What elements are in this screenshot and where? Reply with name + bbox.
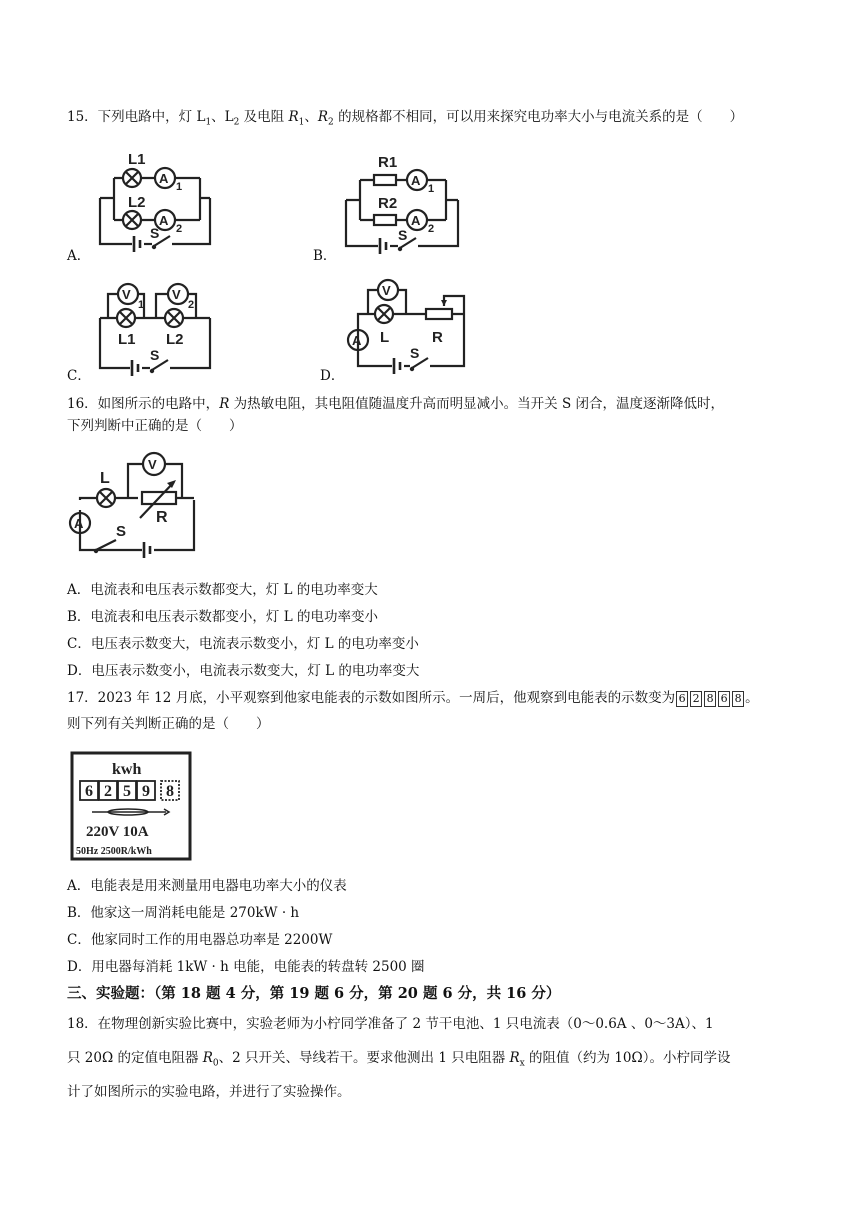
- ammeter-symbol: A: [74, 516, 84, 531]
- q17-stem-part: 。: [745, 690, 759, 706]
- fig16-label-l: L: [100, 470, 110, 487]
- q17-option-c[interactable]: C．他家同时工作的用电器总功率是 2200W: [67, 932, 333, 948]
- q15-option-a-letter[interactable]: A．: [67, 248, 91, 264]
- q18-part: 、2 只开关、导线若干。要求他测出 1 只电阻器: [218, 1050, 510, 1066]
- q15-option-d-letter[interactable]: D．: [320, 368, 345, 384]
- q15-stem-part: 15．下列电路中，灯 L: [67, 109, 206, 125]
- fig-b-label-s: S: [398, 227, 408, 243]
- ammeter-a1-symbol: A: [159, 171, 169, 186]
- q16-stem-line2: 下列判断中正确的是（ ）: [67, 418, 243, 434]
- meter-rating: 220V 10A: [86, 824, 149, 840]
- ammeter-a1-symbol: A: [411, 173, 421, 188]
- fig16-label-r: R: [156, 509, 168, 526]
- fig-d-label-l: L: [380, 329, 390, 346]
- fig-a-label-2: 2: [176, 223, 183, 235]
- q15-figure-c: [92, 280, 218, 380]
- q15-sub: 1: [205, 117, 212, 128]
- q16-figure: [66, 450, 206, 565]
- fig-b-label-2: 2: [428, 223, 435, 235]
- fig-c-label-s: S: [150, 347, 160, 363]
- ammeter-a2-symbol: A: [159, 213, 169, 228]
- q16-option-b[interactable]: B．电流表和电压表示数都变小，灯 L 的电功率变小: [67, 609, 378, 625]
- q15-sub: 2: [328, 117, 334, 128]
- meter-unit: kwh: [112, 761, 142, 778]
- reading-digit: 6: [718, 691, 730, 707]
- q18-line3: 计了如图所示的实验电路，并进行了实验操作。: [67, 1084, 351, 1100]
- q16-stem-part: 为热敏电阻，其电阻值随温度升高而明显减小。当开关 S 闭合，温度逐渐降低时，: [229, 396, 724, 412]
- meter-digit: 9: [142, 783, 150, 800]
- fig-d-label-r: R: [432, 329, 443, 346]
- q15-sub: 1: [298, 117, 305, 128]
- q18-part: 只 20Ω 的定值电阻器: [67, 1050, 203, 1066]
- q15-figure-d: [344, 278, 470, 378]
- reading-digit: 6: [676, 691, 688, 707]
- reading-digit: 2: [690, 691, 702, 707]
- meter-digit: 6: [85, 783, 93, 800]
- ammeter-symbol: A: [352, 333, 362, 348]
- fig-a-label-1: 1: [176, 181, 183, 193]
- q15-stem-part: 、L: [211, 109, 234, 125]
- q16-option-d[interactable]: D．电压表示数变小，电流表示数变大，灯 L 的电功率变大: [67, 663, 420, 679]
- fig-b-label-1: 1: [428, 183, 435, 195]
- meter-dial-icon: [92, 809, 169, 815]
- q15-stem-part: 及电阻: [239, 109, 289, 125]
- q16-option-c[interactable]: C．电压表示数变大，电流表示数变小，灯 L 的电功率变小: [67, 636, 419, 652]
- q18-var: R: [509, 1050, 520, 1066]
- q15-option-b-letter[interactable]: B．: [313, 248, 337, 264]
- q15-stem-part: 、: [304, 109, 318, 125]
- fig-c-label-l2: L2: [166, 331, 184, 348]
- fig-a-label-l2: L2: [128, 194, 146, 211]
- q17-stem-line2: 则下列有关判断正确的是（ ）: [67, 716, 270, 732]
- reading-digit: 8: [732, 691, 744, 707]
- q17-new-reading: [675, 690, 745, 706]
- voltmeter-symbol: V: [148, 457, 157, 472]
- q15-stem-part: 的规格都不相同，可以用来探究电功率大小与电流关系的是（ ）: [333, 109, 744, 125]
- fig-d-label-s: S: [410, 345, 420, 361]
- voltmeter-v2-symbol: V: [172, 287, 181, 302]
- fig-c-label-2: 2: [188, 299, 195, 311]
- q15-sub: 2: [233, 117, 240, 128]
- fig-a-label-s: S: [150, 225, 160, 241]
- fig-b-label-r2: R2: [378, 195, 398, 212]
- fig-c-label-l1: L1: [118, 331, 136, 348]
- q15-option-c-letter[interactable]: C．: [67, 368, 91, 384]
- q16-stem-part: 16．如图所示的电路中，: [67, 396, 220, 412]
- q15-stem: [67, 107, 743, 133]
- voltmeter-symbol: V: [382, 283, 391, 298]
- fig-c-label-1: 1: [138, 299, 145, 311]
- q18-var: R: [202, 1050, 213, 1066]
- q18-line1: 18．在物理创新实验比赛中，实验老师为小柠同学准备了 2 节干电池、1 只电流表（0～0.6A 、0～3A）、1: [67, 1016, 714, 1032]
- q16-var: R: [219, 396, 230, 412]
- meter-digit: 8: [166, 783, 174, 800]
- q16-option-a[interactable]: A．电流表和电压表示数都变大，灯 L 的电功率变大: [67, 582, 378, 598]
- q18-part: 的阻值（约为 10Ω）。小柠同学设: [524, 1050, 731, 1066]
- q17-option-b[interactable]: B．他家这一周消耗电能是 270kW · h: [67, 905, 300, 921]
- q15-figure-b: [338, 150, 464, 260]
- q17-option-d[interactable]: D．用电器每消耗 1kW · h 电能，电能表的转盘转 2500 圈: [67, 959, 425, 975]
- q15-var: R: [288, 109, 299, 125]
- q15-figure-a: [92, 150, 218, 260]
- q16-stem-line1: [67, 394, 724, 414]
- q18-line2: [67, 1048, 730, 1074]
- q17-option-a[interactable]: A．电能表是用来测量用电器电功率大小的仪表: [67, 878, 347, 894]
- meter-spec: 50Hz 2500R/kWh: [76, 846, 152, 857]
- section3-heading: 三、实验题：（第 18 题 4 分，第 19 题 6 分，第 20 题 6 分，共 16 分）: [67, 985, 561, 1002]
- q17-stem-line1: [67, 688, 759, 708]
- reading-digit: 8: [704, 691, 716, 707]
- q15-var: R: [317, 109, 329, 125]
- q18-sub: 0: [212, 1058, 219, 1069]
- meter-digit: 2: [104, 783, 112, 800]
- q17-meter-figure: [68, 750, 194, 862]
- fig-a-label-l1: L1: [128, 151, 146, 168]
- fig-b-label-r1: R1: [378, 154, 398, 171]
- q17-stem-part: 17．2023 年 12 月底，小平观察到他家电能表的示数如图所示。一周后，他观察到电能表的示数变为: [67, 690, 676, 706]
- q18-sub: x: [519, 1058, 525, 1069]
- meter-digit: 5: [123, 783, 131, 800]
- voltmeter-v1-symbol: V: [122, 287, 131, 302]
- fig16-label-s: S: [116, 523, 127, 540]
- ammeter-a2-symbol: A: [411, 213, 421, 228]
